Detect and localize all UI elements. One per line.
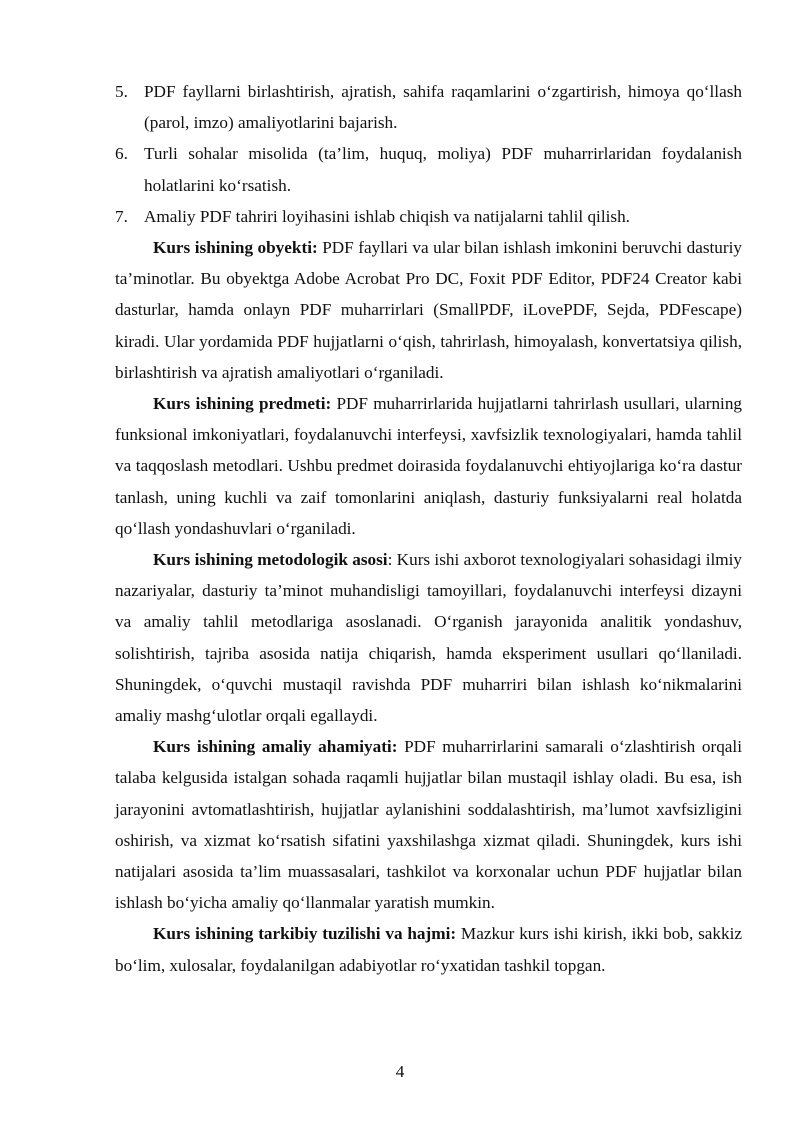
paragraph-obyekti	[115, 232, 742, 388]
task-list	[115, 76, 742, 232]
paragraph-predmeti	[115, 388, 742, 544]
paragraph-text: Mazkur kurs ishi kirish, ikki bob, sakkiz bo‘lim, xulosalar, foydalanilgan adabiyotlar ro‘yxatidan tashkil topgan.	[115, 924, 742, 975]
paragraph-text: PDF muharrirlarida hujjatlarni tahrirlash usullari, ularning funksional imkoniyatlari, foydalanuvchi interfeysi, xavfsizlik texnologiyalari, hamda tahlil va taqqoslash metodlari. Ushbu predmet doirasida foydalanuvchi ehtiyojlariga ko‘ra dastur tanlash, uning kuchli va zaif tomonlarini aniqlash, dasturiy funksiyalarni real holatda qo‘llash yondashuvlari o‘rganiladi.	[115, 394, 743, 538]
list-item-text: PDF fayllarni birlashtirish, ajratish, sahifa raqamlarini o‘zgartirish, himoya qo‘llash (parol, imzo) amaliyotlarini bajarish.	[144, 82, 742, 133]
paragraph-metodologik	[115, 544, 742, 731]
list-item-text: Turli sohalar misolida (ta’lim, huquq, moliya) PDF muharrirlaridan foydalanish holatlarini ko‘rsatish.	[144, 144, 742, 195]
paragraph-amaliy	[115, 731, 742, 918]
list-item-number: 6.	[115, 144, 128, 164]
paragraph-text: : Kurs ishi axborot texnologiyalari sohasidagi ilmiy nazariyalar, dasturiy ta’minot muhandisligi tamoyillari, foydalanuvchi interfeysi dizayni va amaliy tahlil metodlariga asoslanadi. O‘rganish jarayonida analitik yondashuv, solishtirish, tajriba asosida natija chiqarish, hamda eksperiment usullari qo‘llaniladi. Shuningdek, o‘quvchi mustaqil ravishda PDF muharriri bilan ishlash ko‘nikmalarini amaliy mashg‘ulotlar orqali egallaydi.	[115, 550, 742, 726]
paragraph-heading: Kurs ishining tarkibiy tuzilishi va hajmi:	[153, 924, 457, 944]
page-number: 4	[395, 1062, 405, 1081]
list-item	[115, 138, 742, 200]
paragraph-heading: Kurs ishining predmeti:	[153, 394, 332, 414]
paragraph-heading: Kurs ishining metodologik asosi	[153, 550, 388, 570]
document-page	[115, 76, 742, 981]
paragraph-heading: Kurs ishining obyekti:	[153, 238, 318, 258]
paragraph-text: PDF muharrirlarini samarali o‘zlashtirish orqali talaba kelgusida istalgan sohada raqamli hujjatlar bilan mustaqil ishlay oladi. Bu esa, ish jarayonini avtomatlashtirish, hujjatlar aylanishini soddalashtirish, ma’lumot xavfsizligini oshirish, va xizmat ko‘rsatish sifatini yaxshilashga xizmat qiladi. Shuningdek, kurs ishi natijalari asosida ta’lim muassasalari, tashkilot va korxonalar uchun PDF hujjatlar bilan ishlash bo‘yicha amaliy qo‘llanmalar yaratish mumkin.	[115, 737, 742, 913]
list-item	[115, 201, 742, 232]
list-item-number: 5.	[115, 82, 128, 101]
list-item	[115, 76, 742, 138]
paragraph-heading: Kurs ishining amaliy ahamiyati:	[153, 737, 398, 757]
list-item-text: Amaliy PDF tahriri loyihasini ishlab chiqish va natijalarni tahlil qilish.	[144, 206, 630, 226]
list-item-number: 7.	[115, 206, 128, 226]
paragraph-tarkibiy	[115, 918, 742, 980]
paragraph-text: PDF fayllari va ular bilan ishlash imkonini beruvchi dasturiy ta’minotlar. Bu obyektga Adobe Acrobat Pro DC, Foxit PDF Editor, PDF24 Creator kabi dasturlar, hamda onlayn PDF muharrirlari (SmallPDF, iLovePDF, Sejda, PDFescape) kiradi. Ular yordamida PDF hujjatlarni o‘qish, tahrirlash, himoyalash, konvertatsiya qilish, birlashtirish va ajratish amaliyotlari o‘rganiladi.	[115, 238, 742, 382]
